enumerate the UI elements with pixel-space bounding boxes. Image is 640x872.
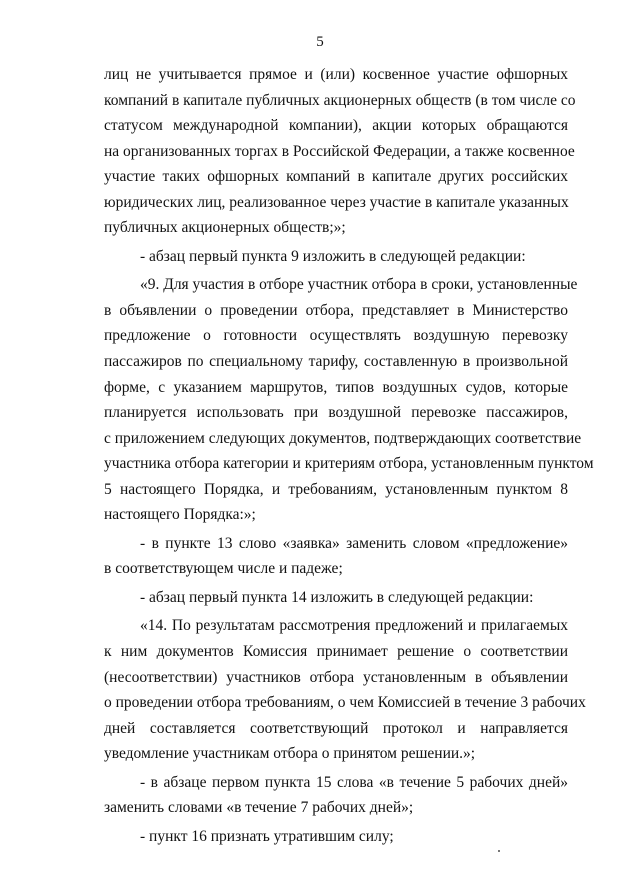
text-line: дней составляется соответствующий протокол и направляется xyxy=(104,719,568,737)
text-line: в соответствующем числе и падеже; xyxy=(104,560,343,578)
text-line: юридических лиц, реализованное через участие в капитале указанных xyxy=(104,193,569,211)
text-line: в объявлении о проведении отбора, представляет в Министерство xyxy=(104,301,568,319)
text-line: участие таких офшорных компаний в капитале других российских xyxy=(104,168,568,186)
text-line: с приложением следующих документов, подтверждающих соответствие xyxy=(104,429,582,447)
text-line: на организованных торгах в Российской Федерации, а также косвенное xyxy=(104,142,575,160)
text-line: участника отбора категории и критериям отбора, установленным пунктом xyxy=(104,455,594,473)
scan-speck xyxy=(498,850,500,852)
text-line: (несоответствии) участников отбора установленным в объявлении xyxy=(104,668,568,686)
page-number: 5 xyxy=(316,34,324,50)
text-line: - абзац первый пункта 9 изложить в следующей редакции: xyxy=(140,247,526,265)
text-line: планируется использовать при воздушной перевозке пассажиров, xyxy=(104,404,568,422)
text-line: форме, с указанием маршрутов, типов воздушных судов, которые xyxy=(104,378,568,396)
text-line: статусом международной компании), акции которых обращаются xyxy=(104,117,568,135)
text-line: компаний в капитале публичных акционерных обществ (в том числе со xyxy=(104,91,576,109)
text-line: «14. По результатам рассмотрения предложений и прилагаемых xyxy=(140,617,568,635)
text-line: 5 настоящего Порядка, и требованиям, установленным пунктом 8 xyxy=(104,480,568,498)
text-line: заменить словами «в течение 7 рабочих дней»; xyxy=(104,799,414,817)
document-body xyxy=(104,62,594,849)
text-line: - абзац первый пункта 14 изложить в следующей редакции: xyxy=(140,588,534,606)
text-line: о проведении отбора требованиям, о чем Комиссией в течение 3 рабочих xyxy=(104,694,586,712)
text-line: к ним документов Комиссия принимает решение о соответствии xyxy=(104,643,568,661)
text-line: настоящего Порядка:»; xyxy=(104,506,256,524)
text-line: лиц не учитывается прямое и (или) косвенное участие офшорных xyxy=(104,66,568,83)
text-line: предложение о готовности осуществлять воздушную перевозку xyxy=(104,327,568,345)
text-line: уведомление участникам отбора о принятом решении.»; xyxy=(104,745,476,763)
text-line: публичных акционерных обществ;»; xyxy=(104,219,346,237)
text-line: «9. Для участия в отборе участник отбора в сроки, установленные xyxy=(140,276,578,294)
text-line: - в абзаце первом пункта 15 слова «в течение 5 рабочих дней» xyxy=(140,773,568,791)
text-line: - пункт 16 признать утратившим силу; xyxy=(140,827,394,845)
text-line: пассажиров по специальному тарифу, составленную в произвольной xyxy=(104,353,568,371)
text-line: - в пункте 13 слово «заявка» заменить словом «предложение» xyxy=(140,534,568,552)
